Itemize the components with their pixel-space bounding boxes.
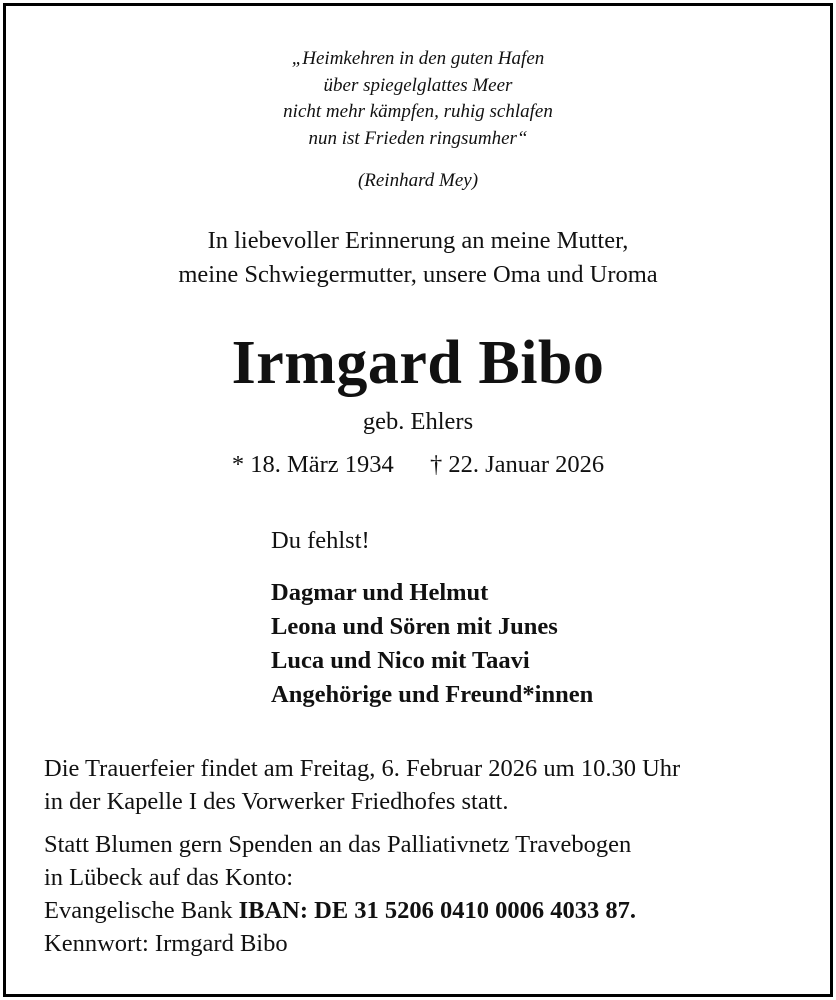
iban-number: IBAN: DE 31 5206 0410 0006 4033 87. [238, 897, 637, 924]
service-info [44, 752, 680, 818]
donation-line: Statt Blumen gern Spenden an das Palliativnetz Travebogen [44, 831, 632, 858]
mourners-list [271, 576, 593, 712]
intro-text [0, 224, 836, 292]
donation-line: in Lübeck auf das Konto: [44, 864, 294, 891]
birth-date: * 18. März 1934 [231, 451, 394, 478]
poem-author: (Reinhard Mey) [357, 170, 479, 191]
message-text: Du fehlst! [271, 527, 370, 554]
birth-name: geb. Ehlers [362, 408, 474, 435]
bank-line [44, 894, 636, 927]
poem-line: nicht mehr kämpfen, ruhig schlafen [283, 101, 553, 122]
service-line: Die Trauerfeier findet am Freitag, 6. Februar 2026 um 10.30 Uhr [44, 755, 681, 782]
intro-line: In liebevoller Erinnerung an meine Mutter, [207, 227, 629, 254]
mourner-entry: Leona und Sören mit Junes [271, 613, 558, 640]
mourner-entry: Dagmar und Helmut [271, 579, 489, 606]
mourner-entry: Luca und Nico mit Taavi [271, 647, 530, 674]
donation-info [44, 828, 636, 960]
service-line: in der Kapelle I des Vorwerker Friedhofes statt. [44, 788, 509, 815]
poem-quote [0, 46, 836, 152]
life-dates [0, 451, 836, 479]
poem-line: über spiegelglattes Meer [323, 74, 513, 96]
death-date: † 22. Januar 2026 [429, 451, 605, 478]
bank-name: Evangelische Bank [44, 897, 233, 924]
keyword-line: Kennwort: Irmgard Bibo [44, 930, 288, 957]
deceased-name: Irmgard Bibo [231, 329, 605, 397]
poem-line: nun ist Frieden ringsumher“ [308, 127, 528, 149]
mourner-entry: Angehörige und Freund*innen [271, 681, 594, 708]
intro-line: meine Schwiegermutter, unsere Oma und Uroma [178, 261, 658, 288]
poem-line: „Heimkehren in den guten Hafen [291, 48, 545, 69]
